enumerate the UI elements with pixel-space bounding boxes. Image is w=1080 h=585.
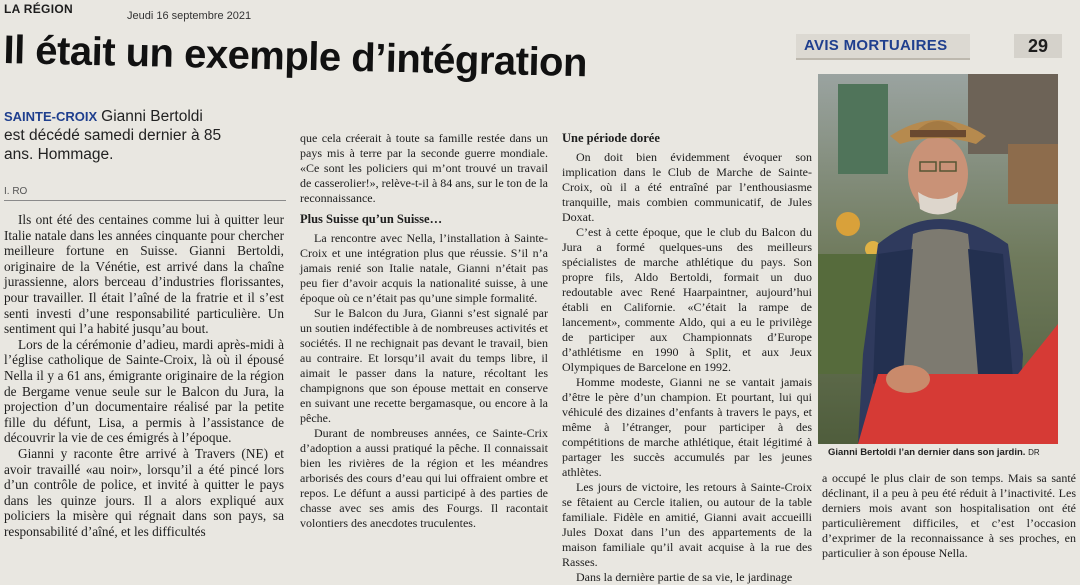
paragraph: Gianni y raconte être arrivé à Travers (NE) et avoir travaillé «au noir», lorsqu’il a été pincé lors d’un contrôle de police, et invité à quitter le pays dans les quinze jours. Il a alors expliqué aux policiers la misère qui régnait dans son pays, sa responsabilité d’aîné, et les difficultés (4, 445, 284, 539)
photo-caption (828, 447, 1040, 458)
issue-date: Jeudi 16 septembre 2021 (127, 10, 252, 22)
paragraph: La rencontre avec Nella, l’installation à Sainte-Croix et une intégration plus que réussie. S’il n’a jamais renié son Italie natale, Gianni n’était pas peu fier d’avoir acquis la nationalité suisse, à une époque où ce n’était pas qu’une simple formalité. (300, 231, 548, 305)
paragraph: Durant de nombreuses années, ce Sainte-Crix d’adoption a aussi pratiqué la pêche. Il connaissait bien les rivières de la région et les méandres arborisés des cours d’eau qui lui offraient ombre et repos. Le défunt a aussi participé à des parties de chasse avec ses amis des Fourgs. Il racontait volontiers des anecdotes truculentes. (300, 426, 548, 530)
portrait-photo (818, 74, 1058, 444)
subheading: Une période dorée (562, 131, 660, 145)
paragraph: Dans la dernière partie de sa vie, le jardinage (576, 570, 793, 584)
photo-credit: DR (1028, 448, 1040, 457)
section-tab (796, 34, 970, 60)
caption-text: Gianni Bertoldi l’an dernier dans son jardin. (828, 447, 1026, 458)
portrait-illustration (818, 74, 1058, 444)
column-4 (822, 471, 1076, 561)
page-header (0, 0, 1080, 30)
lead-text: Gianni Bertoldi est décédé samedi dernier à 85 ans. Hommage. (4, 108, 222, 163)
lead-location: SAINTE-CROIX (4, 109, 98, 124)
column-2 (300, 131, 548, 531)
paragraph: Homme modeste, Gianni ne se vantait jamais d’être le père d’un champion. Et pourtant, lui qui véhiculé des dizaines d’enfants à travers le pays, et même à l’étranger, pour participer à des compétitions de marche athlétique, était légitimé à partager les succès accumulés par les jeunes athlètes. (562, 375, 812, 479)
paragraph: que cela créerait à toute sa famille restée dans un pays mis à terre par la seconde guerre mondiale. «Ce sont les policiers qui m’ont trouvé un travail de casserolier!», relève-t-il à 84 ans, sur le ton de la reconnaissance. (300, 131, 548, 205)
column-3 (562, 131, 812, 585)
paragraph: C’est à cette époque, que le club du Balcon du Jura a formé quelques-uns des meilleurs spécialistes de marche athlétique du pays. Son propre fils, Aldo Bertoldi, formait un duo redoutable avec René Haarpaintner, aujourd’hui établi en Californie. «C’était la rampe de lancement», commente Aldo, qui a eu le privilège de participer aux Championnats d’Europe d’athlétisme en 1990 à Split, et aux Jeux Olympiques de Barcelone en 1992. (562, 225, 812, 374)
byline-divider (4, 200, 286, 201)
newspaper-name: LA RÉGION (4, 2, 73, 16)
article-lead (4, 107, 224, 164)
byline: I. RO (4, 186, 28, 197)
paragraph: On doit bien évidemment évoquer son implication dans le Club de Marche de Sainte-Croix, où il a été entraîné par l’enthousiasme tranquille, mais combien communicatif, de Jules Doxat. (562, 150, 812, 224)
paragraph: Sur le Balcon du Jura, Gianni s’est signalé par un soutien indéfectible à de nombreuses activités et sociétés. Il ne rechignait pas devant le travail, bien au contraire. Et lorsqu’il avait du temps libre, il aimait le passer dans la nature, récoltant les champignons que son épouse mettait en conserve en suivant une recette bergamasque, ou encore à la pêche. (300, 306, 548, 425)
column-1 (4, 212, 284, 539)
article-headline: Il était un exemple d’intégration (3, 28, 588, 86)
paragraph: Ils ont été des centaines comme lui à quitter leur Italie natale dans les années cinquante pour chercher meilleure fortune en Suisse. Gianni Bertoldi, originaire de la Vénétie, est arrivé dans la chaîne jurassienne, alors berceau d’industries florissantes, pour travailler. Il était l’aîné de la fratrie et il s’est senti investi d’une responsabilité particulière. Un sentiment qui l’a habité jusqu’au bout. (4, 212, 284, 337)
paragraph: a occupé le plus clair de son temps. Mais sa santé déclinant, il a peu à peu été réduit à l’inactivité. Les derniers mois avant son hospitalisation ont été particulièrement difficiles, et c’est l’occasion d’exprimer de la reconnaissance à ses proches, en particulier à son épouse Nella. (822, 471, 1076, 560)
paragraph: Lors de la cérémonie d’adieu, mardi après-midi à l’église catholique de Sainte-Croix, là où il épousé Nella il y a 61 ans, émigrante originaire de la région de Bergame venue seule sur le Balcon du Jura, la projection d’un documentaire réalisé par la petite fille du défunt, Lisa, a permis à l’assistance de découvrir la vie de ces émigrés à l’époque. (4, 336, 284, 446)
section-label: AVIS MORTUAIRES (804, 37, 948, 54)
page-number: 29 (1014, 34, 1062, 58)
paragraph: Les jours de victoire, les retours à Sainte-Croix se fêtaient au Cercle italien, ou autour de la table familiale. Fidèle en amitié, Gianni avait accueilli Jules Doxat dans l’un des appartements de la maison familiale qu’il avait acquise à la rue des Rasses. (562, 480, 812, 569)
subheading: Plus Suisse qu’un Suisse… (300, 212, 443, 226)
